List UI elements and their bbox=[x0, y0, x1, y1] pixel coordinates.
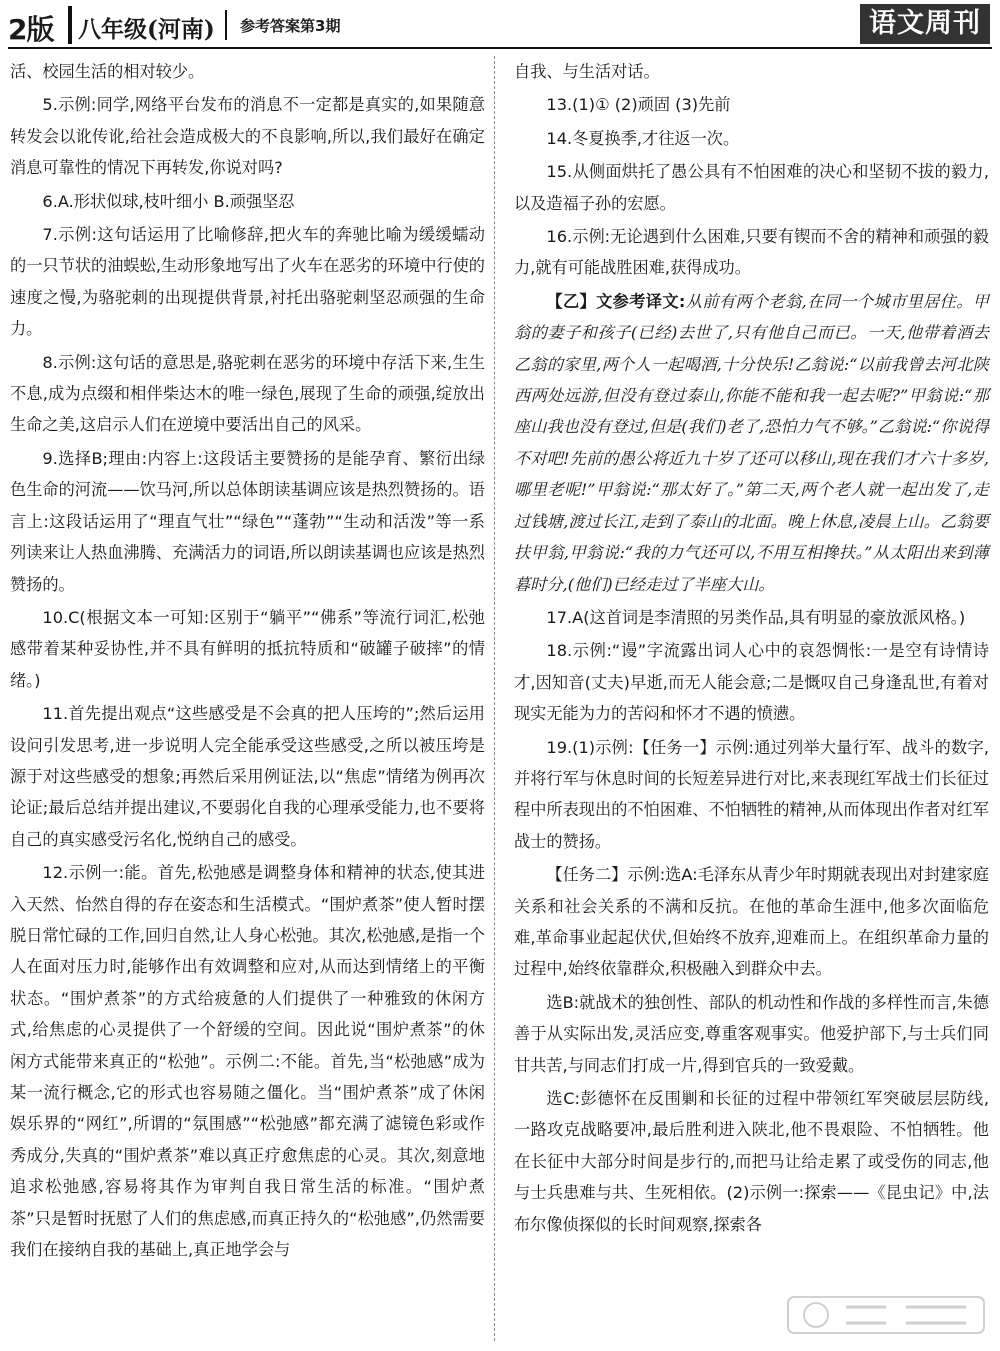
answer-paragraph bbox=[514, 635, 989, 729]
translation-label: 【乙】文参考译文: bbox=[546, 291, 686, 311]
answer-paragraph bbox=[514, 156, 989, 219]
answer-paragraph bbox=[514, 89, 989, 120]
answer-paragraph bbox=[514, 602, 989, 633]
answer-text: 18.示例:“谩”字流露出词人心中的哀怨惆怅:一是空有诗情诗才,因知音(丈夫)早逝,而无人能会意;二是慨叹自己身逢乱世,有着对现实无能为力的苦闷和怀才不遇的愤懑。 bbox=[514, 641, 989, 724]
answer-text: 活、校园生活的相对较少。 bbox=[10, 62, 205, 81]
answer-paragraph bbox=[10, 56, 485, 87]
answer-paragraph bbox=[10, 602, 485, 696]
page-header bbox=[0, 0, 1000, 50]
answer-text: 7.示例:这句话运用了比喻修辞,把火车的奔驰比喻为缓缓蠕动的一只节状的油蜈蚣,生动形象地写出了火车在恶劣的环境中行使的速度之慢,为骆驼刺的出现提供背景,衬托出骆驼刺坚忍顽强的生命力。 bbox=[10, 225, 485, 339]
answer-text: 13.(1)① (2)顽固 (3)先前 bbox=[546, 95, 731, 115]
answer-text: 选C:彭德怀在反围剿和长征的过程中带领红军突破层层防线,一路攻克战略要冲,最后胜利进入陕北,他不畏艰险、不怕牺牲。他在长征中大部分时间是步行的,而把马让给走累了或受伤的同志,他与士兵患难与共、生死相依。(2)示例一:探索——《昆虫记》中,法布尔像侦探似的长时间观察,探索各 bbox=[514, 1089, 989, 1234]
answer-text: 11.首先提出观点“这些感受是不会真的把人压垮的”;然后运用设问引发思考,进一步说明人完全能承受这些感受,之所以被压垮是源于对这些感受的想象;再然后采用例证法,以“焦虑”情绪为例再次论证;最后总结并提出建议,不要弱化自我的心理承受能力,也不要将自己的真实感受污名化,悦纳自己的感受。 bbox=[10, 704, 485, 849]
watermark-logo-icon bbox=[786, 1293, 986, 1337]
answer-text: 15.从侧面烘托了愚公具有不怕困难的决心和坚韧不拔的毅力,以及造福子孙的宏愿。 bbox=[514, 162, 989, 213]
answer-text: 12.示例一:能。首先,松弛感是调整身体和精神的状态,使其进入天然、怡然自得的存在姿态和生活模式。“围炉煮茶”使人暂时摆脱日常忙碌的工作,回归自然,让人身心松弛。其次,松弛感,是指一个人在面对压力时,能够作出有效调整和应对,从而达到情绪上的平衡状态。“围炉煮茶”的方式给疲惫的人们提供了一种雅致的休闲方式,给焦虑的心灵提供了一个舒缓的空间。因此说“围炉煮茶”的休闲方式能带来真正的“松弛”。示例二:不能。首先,当“松弛感”成为某一流行概念,它的形式也容易随之僵化。当“围炉煮茶”成了休闲娱乐界的“网红”,所谓的“氛围感”“松弛感”都充满了滤镜色彩或作秀成分,失真的“围炉煮茶”难以真正疗愈焦虑的心灵。其次,刻意地追求松弛感,容易将其作为审判自我日常生活的标准。“围炉煮茶”只是暂时抚慰了人们的焦虑感,而真正持久的“松弛感”,仍然需要我们在接纳自我的基础上,真正地学会与 bbox=[10, 863, 485, 1260]
header-divider bbox=[225, 10, 227, 40]
edition-label: 2版 bbox=[8, 13, 54, 46]
answer-paragraph bbox=[10, 698, 485, 855]
answer-paragraph bbox=[514, 56, 989, 87]
answer-text: 9.选择B;理由:内容上:这段话主要赞扬的是能孕育、繁衍出绿色生命的河流——饮马河,所以总体朗读基调应该是热烈赞扬的。语言上:这段话运用了“理直气壮”“绿色”“蓬勃”“生动和活泼”等一系列读来让人热血沸腾、充满活力的词语,所以朗读基调也应该是热烈赞扬的。 bbox=[10, 448, 485, 594]
answer-paragraph bbox=[514, 987, 989, 1081]
answer-text: 选B:就战术的独创性、部队的机动性和作战的多样性而言,朱德善于从实际出发,灵活应变,尊重客观事实。他爱护部下,与士兵们同甘共苦,与同志们打成一片,得到官兵的一致爱戴。 bbox=[514, 992, 989, 1075]
header-rule bbox=[8, 47, 992, 49]
answer-paragraph bbox=[514, 859, 989, 985]
publication-title: 语文周刊 bbox=[860, 4, 990, 44]
answer-paragraph bbox=[10, 186, 485, 217]
answer-text: 6.A.形状似球,枝叶细小 B.顽强坚忍 bbox=[42, 191, 295, 211]
answer-text: 自我、与生活对话。 bbox=[514, 62, 660, 81]
answer-text: 10.C(根据文本一可知:区别于“躺平”“佛系”等流行词汇,松弛感带着某种妥协性,并不具有鲜明的抵抗特质和“破罐子破摔”的情绪。) bbox=[10, 607, 485, 690]
answer-paragraph bbox=[514, 221, 989, 284]
column-divider bbox=[494, 56, 495, 1341]
answer-paragraph bbox=[10, 219, 485, 345]
answer-text: 5.示例:同学,网络平台发布的消息不一定都是真实的,如果随意转发会以讹传讹,给社会造成极大的不良影响,所以,我们最好在确定消息可靠性的情况下再转发,你说对吗? bbox=[10, 95, 485, 178]
left-answer-column bbox=[10, 56, 485, 1267]
grade-label: 八年级(河南) bbox=[78, 16, 215, 43]
answer-text: 【任务二】示例:选A:毛泽东从青少年时期就表现出对封建家庭关系和社会关系的不满和反抗。在他的革命生涯中,他多次面临危难,革命事业起起伏伏,但始终不放弃,迎难而上。在组织革命力量的过程中,始终依靠群众,积极融入到群众中去。 bbox=[514, 865, 989, 979]
answer-paragraph bbox=[514, 1083, 989, 1240]
answer-paragraph bbox=[10, 443, 485, 600]
answer-paragraph bbox=[10, 347, 485, 441]
answer-paragraph bbox=[10, 89, 485, 183]
answer-text: 14.冬夏换季,才往返一次。 bbox=[546, 128, 740, 148]
answer-paragraph bbox=[514, 732, 989, 858]
header-divider bbox=[68, 6, 72, 44]
right-answer-column bbox=[514, 56, 989, 1242]
answer-paragraph bbox=[514, 123, 989, 154]
issue-label: 参考答案第3期 bbox=[240, 17, 341, 35]
answer-text: 16.示例:无论遇到什么困难,只要有锲而不舍的精神和顽强的毅力,就有可能战胜困难,获得成功。 bbox=[514, 227, 989, 278]
answer-paragraph bbox=[514, 286, 989, 600]
answer-text: 19.(1)示例:【任务一】示例:通过列举大量行军、战斗的数字,并将行军与休息时间的长短差异进行对比,来表现红军战士们长征过程中所表现出的不怕困难、不怕牺牲的精神,从而体现出作者对红军战士的赞扬。 bbox=[514, 737, 989, 851]
answer-text: 8.示例:这句话的意思是,骆驼刺在恶劣的环境中存活下来,生生不息,成为点缀和相伴柴达木的唯一绿色,展现了生命的顽强,绽放出生命之美,这启示人们在逆境中要活出自己的风采。 bbox=[10, 352, 485, 435]
answer-paragraph bbox=[10, 857, 485, 1265]
answer-text: 从前有两个老翁,在同一个城市里居住。甲翁的妻子和孩子(已经)去世了,只有他自己而已。一天,他带着酒去乙翁的家里,两个人一起喝酒,十分快乐!乙翁说:“以前我曾去河北陕西两处远游,但没有登过泰山,你能不能和我一起去呢?”甲翁说:“那座山我也没有登过,但是(我们)老了,恐怕力气不够。”乙翁说:“你说得不对吧!先前的愚公将近九十岁了还可以移山,现在我们才六十多岁,哪里老呢!”甲翁说:“那太好了。”第二天,两个老人就一起出发了,走过钱塘,渡过长江,走到了泰山的北面。晚上休息,凌晨上山。乙翁要扶甲翁,甲翁说:“我的力气还可以,不用互相搀扶。”从太阳出来到薄暮时分,(他们)已经走过了半座大山。 bbox=[514, 291, 989, 594]
answer-text: 17.A(这首词是李清照的另类作品,具有明显的豪放派风格。) bbox=[546, 607, 966, 627]
